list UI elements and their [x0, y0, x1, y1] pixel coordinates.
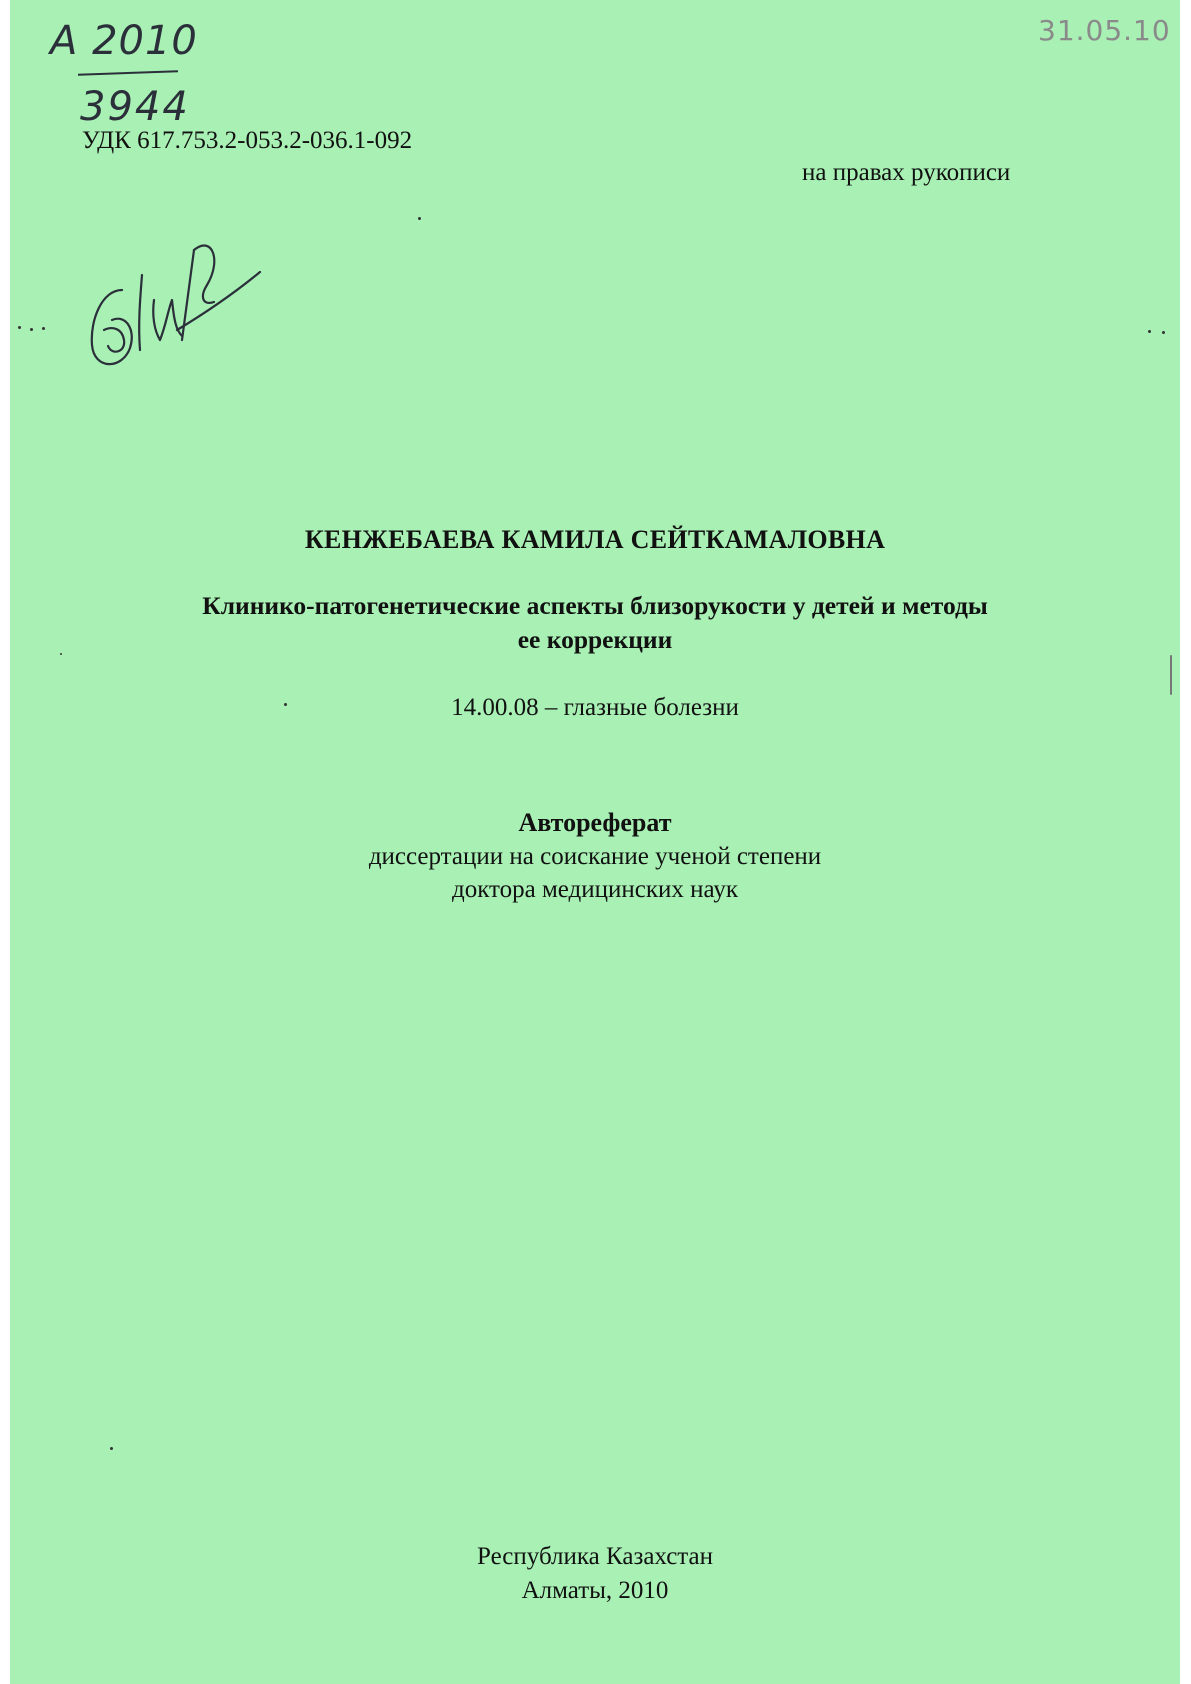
scan-speck [30, 328, 33, 331]
handwritten-archive-code: А 2010 [50, 18, 198, 64]
scan-speck [418, 217, 421, 220]
dissertation-title-line-2: ее коррекции [517, 625, 673, 654]
scan-left-margin [0, 0, 10, 1684]
scan-speck [60, 653, 62, 655]
scan-speck [1162, 331, 1165, 334]
handwritten-signature [82, 230, 272, 380]
abstract-description-line-1: диссертации на соискание ученой степени [368, 843, 822, 870]
specialty-code: 14.00.08 – глазные болезни [451, 694, 739, 721]
abstract-description-line-2: доктора медицинских наук [451, 876, 739, 903]
handwritten-archive-number: 3944 [80, 84, 190, 130]
author-name: КЕНЖЕБАЕВА КАМИЛА СЕЙТКАМАЛОВНА [304, 525, 886, 554]
scan-speck [110, 1447, 113, 1450]
abstract-label: Автореферат [518, 808, 672, 837]
scan-edge-mark [1170, 655, 1172, 695]
scan-speck [1148, 330, 1151, 333]
dissertation-title-line-1: Клинико-патогенетические аспекты близорукости у детей и методы [202, 591, 988, 620]
scan-speck [18, 326, 21, 329]
footer-city-year: Алматы, 2010 [521, 1577, 669, 1604]
scan-right-margin [1180, 0, 1191, 1684]
udk-code: УДК 617.753.2-053.2-036.1-092 [82, 127, 413, 154]
handwritten-date: 31.05.10 [1038, 14, 1171, 47]
scan-speck [42, 327, 45, 330]
rights-note: на правах рукописи [802, 159, 1011, 186]
footer-country: Республика Казахстан [477, 1543, 713, 1570]
